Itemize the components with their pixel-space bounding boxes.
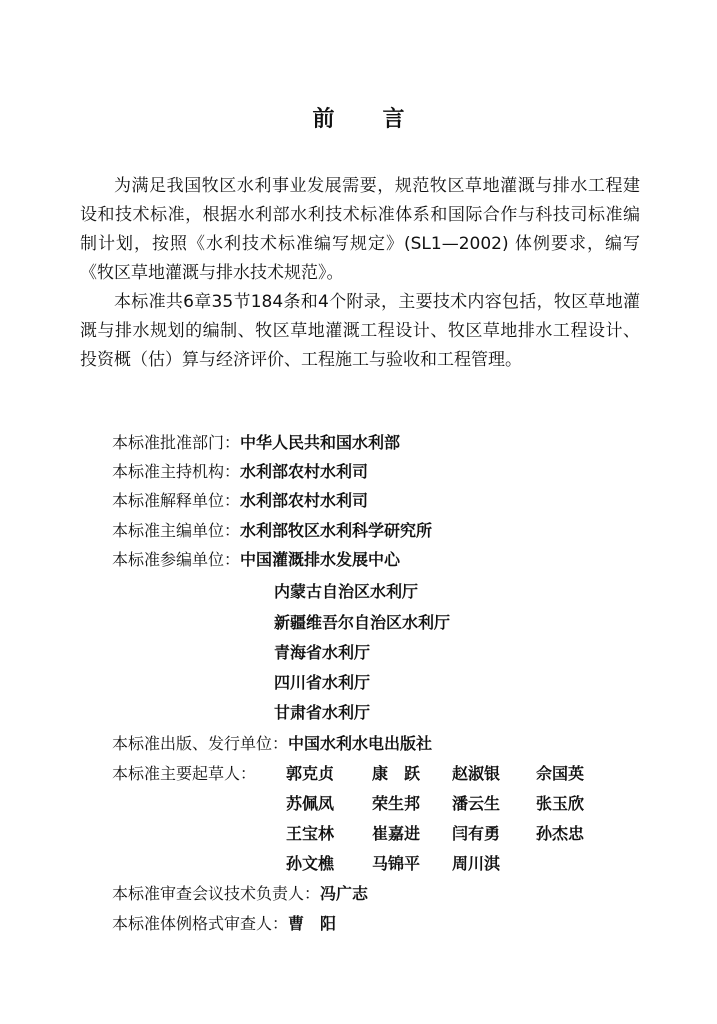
drafter-name: 崔嘉进 [372,824,421,843]
publisher-label: 本标准出版、发行单位： [112,734,289,753]
drafter-name: 苏佩凤 [286,794,335,813]
drafter-name: 王宝林 [286,824,335,843]
approve-value: 中华人民共和国水利部 [240,433,401,452]
review-label: 本标准审查会议技术负责人： [112,884,321,903]
page-title [0,102,717,133]
title-char-2: 言 [382,107,405,132]
participate-unit: 四川省水利厅 [274,673,371,692]
review-value: 冯广志 [320,884,369,903]
participate-unit: 新疆维吾尔自治区水利厅 [274,613,451,632]
interpret-label: 本标准解释单位： [112,491,241,510]
participate-unit: 甘肃省水利厅 [274,703,371,722]
interpret-row [112,490,368,512]
drafter-name: 郭克贞 [286,764,335,783]
publisher-value: 中国水利水电出版社 [288,734,433,753]
drafter-name: 赵淑银 [452,764,501,783]
drafter-name: 孙杰忠 [536,824,585,843]
approve-row [112,432,400,454]
publisher-row [112,733,432,755]
host-label: 本标准主持机构： [112,462,241,481]
participate-unit: 青海省水利厅 [274,643,371,662]
review-row [112,883,368,905]
approve-label: 本标准批准部门： [112,433,241,452]
interpret-value: 水利部农村水利司 [240,491,369,510]
drafter-name: 康 跃 [372,764,421,783]
format-row [112,913,336,935]
preface-paragraph-2: 本标准共6章35节184条和4个附录，主要技术内容包括，牧区草地灌溉与排水规划的编制、牧区草地灌溉工程设计、牧区草地排水工程设计、投资概（估）算与经济评价、工程施工与验收和工程管理。 [80,292,640,370]
title-char-1: 前 [312,107,335,132]
participate-row [112,549,400,571]
participate-unit: 中国灌溉排水发展中心 [240,550,401,569]
drafter-name: 荣生邦 [372,794,421,813]
drafter-name: 马锦平 [372,854,421,873]
participate-unit: 内蒙古自治区水利厅 [274,582,419,601]
drafters-label: 本标准主要起草人： [112,764,257,783]
chief-label: 本标准主编单位： [112,521,241,540]
drafter-name: 孙文樵 [286,854,335,873]
participate-label: 本标准参编单位： [112,550,241,569]
chief-value: 水利部牧区水利科学研究所 [240,521,433,540]
format-value: 曹 阳 [288,914,337,933]
preface-paragraph-1: 为满足我国牧区水利事业发展需要，规范牧区草地灌溉与排水工程建设和技术标准，根据水利部水利技术标准体系和国际合作与科技司标准编制计划，按照《水利技术标准编写规定》(SL1—2002) 体例要求，编写《牧区草地灌溉与排水技术规范》。 [80,176,640,283]
drafter-name: 潘云生 [452,794,501,813]
host-row [112,461,368,483]
drafter-name: 闫有勇 [452,824,501,843]
format-label: 本标准体例格式审查人： [112,914,289,933]
drafter-name: 周川淇 [452,854,501,873]
chief-row [112,520,432,542]
host-value: 水利部农村水利司 [240,462,369,481]
drafter-name: 张玉欣 [536,794,585,813]
drafter-name: 佘国英 [536,764,585,783]
